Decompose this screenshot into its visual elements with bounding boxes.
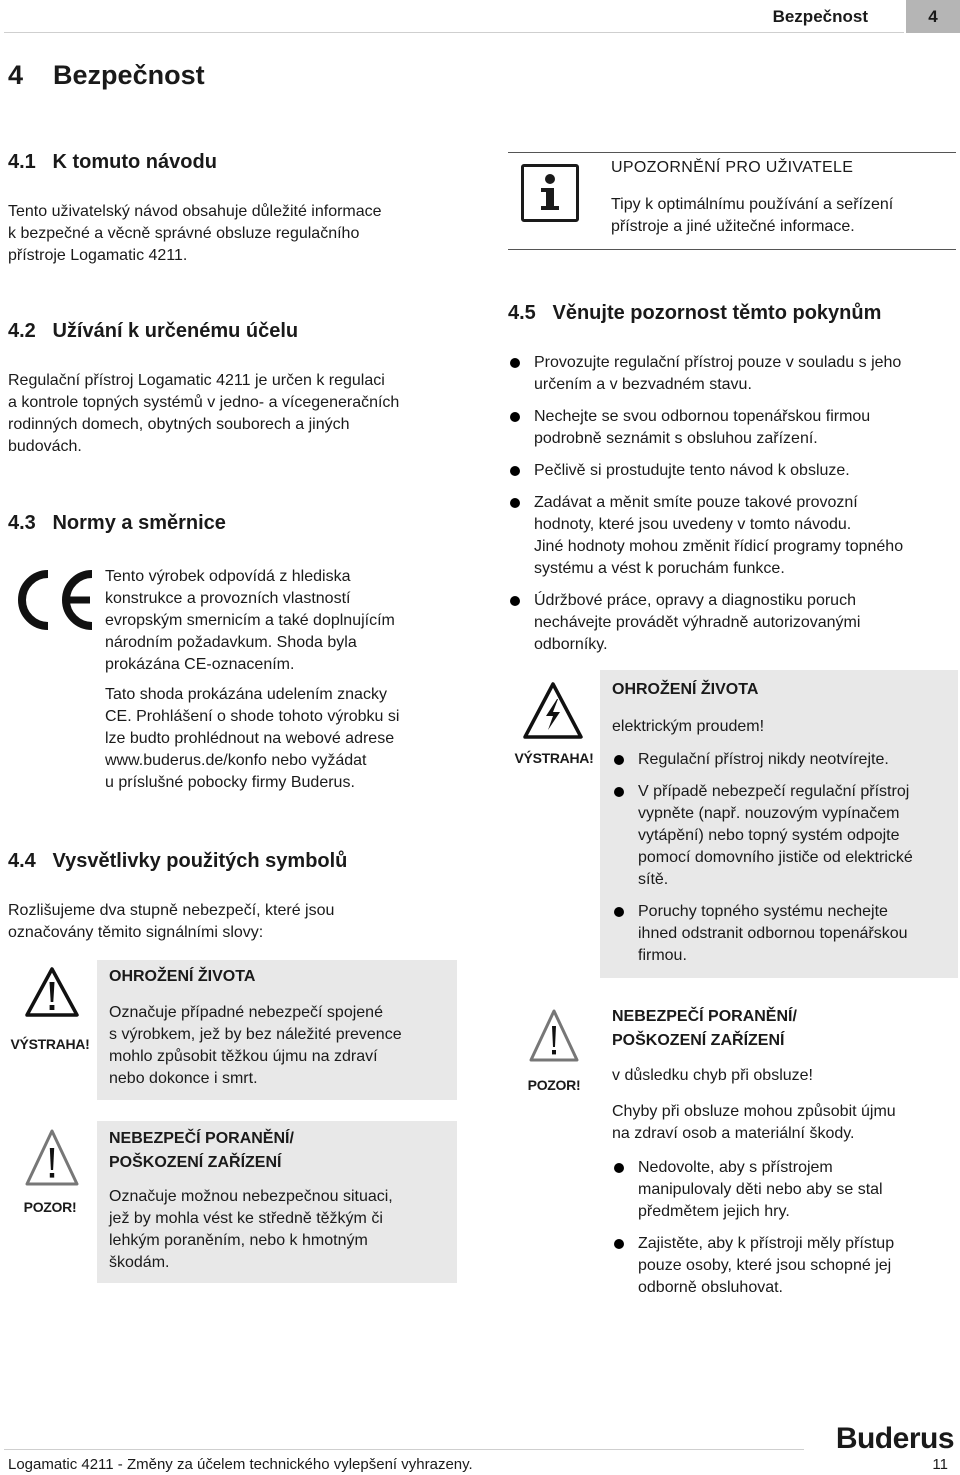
box-text: [612, 1101, 957, 1145]
text-line: rodinných domech, obytných souborech a jiných: [8, 416, 350, 433]
list-item: [612, 781, 957, 891]
text-line: mohlo způsobit těžkou újmu na zdraví: [109, 1048, 378, 1065]
buderus-logo: Buderus: [835, 1422, 954, 1455]
section-number: 4.3: [8, 512, 36, 534]
text-line: jež by mohla vést ke středně těžkým či: [109, 1210, 383, 1227]
list-item: [612, 1157, 957, 1223]
section-title: Věnujte pozornost těmto pokynům: [552, 302, 882, 324]
box-title-line: POŠKOZENÍ ZAŘÍZENÍ: [612, 1032, 785, 1049]
box-title-line: NEBEZPEČÍ PORANĚNÍ/: [109, 1130, 294, 1147]
box-subtitle: v důsledku chyb při obsluze!: [612, 1067, 813, 1084]
text-line: budovách.: [8, 438, 82, 455]
section-4-3-text: [105, 566, 475, 794]
text-line: Pečlivě si prostudujte tento návod k obsluze.: [534, 462, 850, 479]
text-line: určením a v bezvadném stavu.: [534, 376, 752, 393]
text-line: Údržbové práce, opravy a diagnostiku poruch: [534, 592, 856, 609]
text-line: Označuje možnou nebezpečnou situaci,: [109, 1188, 393, 1205]
text-line: a kontrole topných systémů v jedno- a vícegeneračních: [8, 394, 400, 411]
signal-word-warning: VÝSTRAHA!: [514, 750, 594, 766]
text-line: přístroje a jiné užitečné informace.: [611, 218, 855, 235]
text-line: manipulovaly děti nebo aby se stal: [638, 1181, 883, 1198]
section-4-1-text: [8, 201, 478, 267]
box-title: [612, 1005, 797, 1053]
running-header: [0, 0, 960, 33]
text-line: nebo dokonce i smrt.: [109, 1070, 258, 1087]
info-bottom-rule: [508, 249, 956, 250]
text-line: lze budto prohlédnout na webové adrese: [105, 730, 395, 747]
signal-word-caution: POZOR!: [23, 1199, 77, 1215]
section-number: 4.5: [508, 302, 536, 324]
section-title: Normy a směrnice: [52, 512, 226, 534]
text-line: předmětem jejich hry.: [638, 1203, 790, 1220]
text-line: škodám.: [109, 1254, 170, 1271]
section-title: Užívání k určenému účelu: [52, 320, 299, 342]
box-text: [109, 1186, 454, 1274]
chapter-number: 4: [8, 60, 24, 90]
list-item: [508, 590, 958, 656]
section-4-1-heading: [8, 151, 217, 174]
list-item: [612, 1233, 957, 1299]
text-line: systému a vést k poruchám funkce.: [534, 560, 785, 577]
section-number: 4.4: [8, 850, 36, 872]
warning-triangle-icon: [24, 966, 80, 1018]
text-line: prokázána CE-oznacením.: [105, 656, 295, 673]
text-line: Zajistěte, aby k přístroji měly přístup: [638, 1235, 895, 1252]
info-text: [611, 194, 956, 238]
list-item: [612, 749, 957, 771]
running-header-title: Bezpečnost: [772, 7, 868, 26]
text-line: sítě.: [638, 871, 669, 888]
instructions-list: [508, 352, 958, 656]
text-line: přístroje Logamatic 4211.: [8, 247, 188, 264]
box-subtitle: elektrickým proudem!: [612, 718, 765, 735]
section-title: K tomuto návodu: [52, 151, 217, 173]
footer-text: Logamatic 4211 - Změny za účelem technického vylepšení vyhrazeny.: [8, 1456, 473, 1473]
text-line: označovány těmito signálními slovy:: [8, 924, 264, 941]
text-line: na zdraví osob a materiální škody.: [612, 1125, 855, 1142]
section-4-4-intro: [8, 900, 478, 944]
text-line: s výrobkem, jež by bez náležité prevence: [109, 1026, 402, 1043]
section-4-4-heading: [8, 850, 347, 873]
text-line: pouze osoby, které jsou schopné jej: [638, 1257, 892, 1274]
caution-triangle-icon: [528, 1008, 580, 1064]
electric-hazard-icon: [522, 681, 584, 741]
list-item: [612, 901, 957, 967]
section-4-2-heading: [8, 320, 298, 343]
info-top-rule: [508, 152, 956, 153]
list-item: [508, 352, 958, 396]
text-line: Označuje případné nebezpečí spojené: [109, 1004, 383, 1021]
text-line: odborně obsluhovat.: [638, 1279, 783, 1296]
running-header-chapter-box: 4: [906, 0, 960, 33]
list-item: [508, 406, 958, 450]
box-text: [109, 1002, 454, 1090]
text-line: Provozujte regulační přístroj pouze v souladu s jeho: [534, 354, 902, 371]
info-title: UPOZORNĚNÍ PRO UŽIVATELE: [611, 159, 854, 176]
text-line: Tipy k optimálnímu používání a seřízení: [611, 196, 894, 213]
list-item: [508, 492, 958, 580]
text-line: odborníky.: [534, 636, 608, 653]
text-line: Chyby při obsluze mohou způsobit újmu: [612, 1103, 896, 1120]
ce-mark-icon: [12, 566, 96, 634]
box-title-line: NEBEZPEČÍ PORANĚNÍ/: [612, 1008, 797, 1025]
signal-word-warning: VÝSTRAHA!: [10, 1036, 90, 1052]
text-line: Poruchy topného systému nechejte: [638, 903, 888, 920]
text-line: Tento výrobek odpovídá z hlediska: [105, 568, 351, 585]
text-line: CE. Prohlášení o shode tohoto výrobku si: [105, 708, 400, 725]
section-title: Vysvětlivky použitých symbolů: [52, 850, 348, 872]
signal-word-caution: POZOR!: [527, 1077, 581, 1093]
text-line: Nedovolte, aby s přístrojem: [638, 1159, 833, 1176]
info-icon: [521, 164, 579, 222]
text-line: firmou.: [638, 947, 687, 964]
text-line: vytápění) nebo topný systém odpojte: [638, 827, 900, 844]
text-line: Regulační přístroj Logamatic 4211 je určen k regulaci: [8, 372, 385, 389]
section-4-5-heading: [508, 302, 881, 325]
section-number: 4.1: [8, 151, 36, 173]
text-line: V případě nebezpečí regulační přístroj: [638, 783, 910, 800]
text-line: www.buderus.de/konfo nebo vyžádat: [105, 752, 367, 769]
header-divider: [4, 32, 904, 33]
section-4-3-heading: [8, 512, 226, 535]
page-number: 11: [932, 1456, 948, 1473]
chapter-title: Bezpečnost: [53, 60, 205, 90]
section-number: 4.2: [8, 320, 36, 342]
chapter-heading: [8, 60, 205, 91]
text-line: národním požadavkum. Shoda byla: [105, 634, 357, 651]
text-line: Tato shoda prokázána udelením znacky: [105, 686, 387, 703]
text-line: Regulační přístroj nikdy neotvírejte.: [638, 751, 889, 768]
footer-divider: [4, 1449, 804, 1450]
text-line: Tento uživatelský návod obsahuje důležité informace: [8, 203, 382, 220]
list-item: [508, 460, 958, 482]
text-line: k bezpečné a věcně správné obsluze regulačního: [8, 225, 360, 242]
text-line: vypněte (např. nouzovým vypínačem: [638, 805, 900, 822]
text-line: hodnoty, které jsou uvedeny v tomto návodu.: [534, 516, 852, 533]
text-line: Rozlišujeme dva stupně nebezpečí, které jsou: [8, 902, 335, 919]
text-line: ihned odstranit odbornou topenářskou: [638, 925, 908, 942]
section-4-2-text: [8, 370, 478, 458]
text-line: evropským smernicím a také doplnujícím: [105, 612, 395, 629]
text-line: Jiné hodnoty mohou změnit řídicí programy topného: [534, 538, 904, 555]
text-line: lehkým poraněním, nebo k hmotným: [109, 1232, 368, 1249]
text-line: Nechejte se svou odbornou topenářskou firmou: [534, 408, 871, 425]
text-line: Zadávat a měnit smíte pouze takové provozní: [534, 494, 858, 511]
text-line: pomocí domovního jističe od elektrické: [638, 849, 913, 866]
caution-triangle-icon: [24, 1128, 80, 1188]
text-line: nechávejte provádět výhradně autorizovanými: [534, 614, 861, 631]
caution-list: [612, 1157, 957, 1299]
box-title: OHROŽENÍ ŽIVOTA: [109, 968, 256, 985]
text-line: konstrukce a provozních vlastností: [105, 590, 351, 607]
text-line: podrobně seznámit s obsluhou zařízení.: [534, 430, 818, 447]
electric-warning-list: [612, 749, 957, 967]
box-title: OHROŽENÍ ŽIVOTA: [612, 681, 759, 698]
text-line: u príslušné pobocky firmy Buderus.: [105, 774, 355, 791]
box-title-line: POŠKOZENÍ ZAŘÍZENÍ: [109, 1154, 282, 1171]
box-title: [109, 1127, 294, 1175]
